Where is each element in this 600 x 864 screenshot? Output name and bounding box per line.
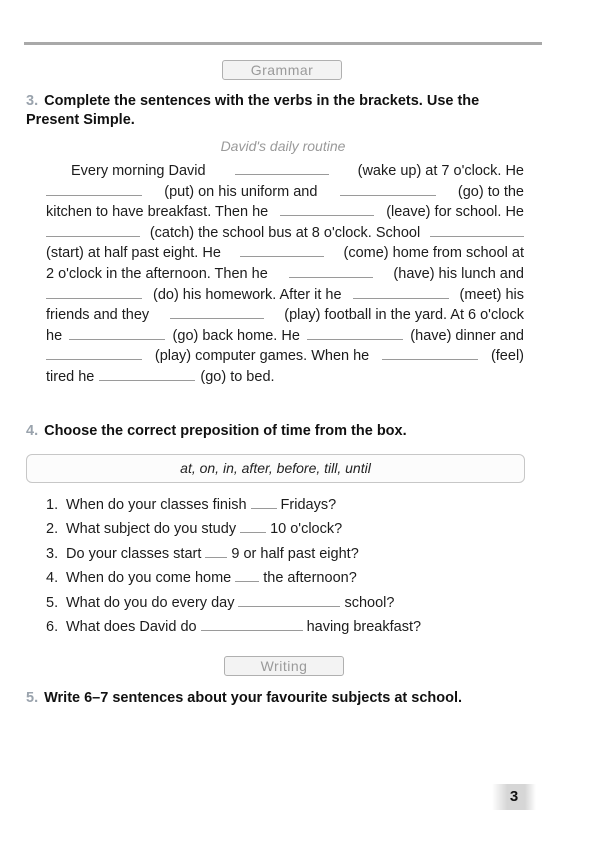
grammar-section-tab: Grammar xyxy=(222,60,342,80)
story-line: (put) on his uniform and (go) to the xyxy=(46,182,524,203)
answer-blank[interactable] xyxy=(307,326,403,340)
exercise-3-instruction xyxy=(26,92,479,130)
exercise-5-number: 5. xyxy=(26,690,39,706)
exercise-3-number: 3. xyxy=(26,93,39,109)
answer-blank[interactable] xyxy=(251,494,277,509)
exercise-5-instruction xyxy=(26,689,462,708)
list-item: 3. Do your classes start 9 or half past eight? xyxy=(46,542,516,566)
story-line: (do) his homework. After it he (meet) his xyxy=(46,285,524,306)
answer-blank[interactable] xyxy=(382,346,478,360)
page-number: 3 xyxy=(492,784,536,810)
answer-blank[interactable] xyxy=(46,285,142,299)
exercise-4-instruction xyxy=(26,422,407,441)
answer-blank[interactable] xyxy=(240,518,266,533)
answer-blank[interactable] xyxy=(46,223,140,237)
answer-blank[interactable] xyxy=(340,182,436,196)
answer-blank[interactable] xyxy=(99,367,195,381)
story-line: kitchen to have breakfast. Then he (leave) for school. He xyxy=(46,204,524,221)
story-line: 2 o'clock in the afternoon. Then he (have) his lunch and xyxy=(46,265,524,282)
top-divider xyxy=(24,42,542,45)
story-line: (start) at half past eight. He (come) home from school at xyxy=(46,245,524,262)
writing-section-tab: Writing xyxy=(224,656,344,676)
exercise-3-instruction-line2: Present Simple. xyxy=(26,112,135,128)
answer-blank[interactable] xyxy=(170,305,264,319)
story-line: tired he (go) to bed. xyxy=(46,368,275,385)
answer-blank[interactable] xyxy=(201,616,303,631)
answer-blank[interactable] xyxy=(240,243,324,257)
answer-blank[interactable] xyxy=(46,346,142,360)
story-line: friends and they (play) football in the yard. At 6 o'clock xyxy=(46,307,524,324)
story-title: David's daily routine xyxy=(220,138,346,154)
answer-blank[interactable] xyxy=(280,202,374,216)
answer-blank[interactable] xyxy=(205,543,227,558)
exercise-4-instruction-text: Choose the correct preposition of time from the box. xyxy=(44,423,407,439)
answer-blank[interactable] xyxy=(69,326,165,340)
preposition-word-box: at, on, in, after, before, till, until xyxy=(26,454,525,483)
list-item: 2. What subject do you study 10 o'clock? xyxy=(46,517,516,541)
story-line: he (go) back home. He (have) dinner and xyxy=(46,327,524,344)
question-list xyxy=(46,493,516,639)
list-item: 6. What does David do having breakfast? xyxy=(46,615,516,639)
answer-blank[interactable] xyxy=(430,223,524,237)
list-item: 1. When do your classes finish Fridays? xyxy=(46,493,516,517)
answer-blank[interactable] xyxy=(235,161,329,175)
answer-blank[interactable] xyxy=(46,182,142,196)
answer-blank[interactable] xyxy=(235,567,259,582)
story-line: Every morning David (wake up) at 7 o'clock. He xyxy=(71,163,524,179)
exercise-4-number: 4. xyxy=(26,423,39,439)
exercise-3-instruction-line1: Complete the sentences with the verbs in the brackets. Use the xyxy=(44,93,480,109)
exercise-5-instruction-text: Write 6–7 sentences about your favourite subjects at school. xyxy=(44,690,463,706)
answer-blank[interactable] xyxy=(353,285,449,299)
answer-blank[interactable] xyxy=(289,264,373,278)
list-item: 4. When do you come home the afternoon? xyxy=(46,566,516,590)
list-item: 5. What do you do every day school? xyxy=(46,591,516,615)
story-text xyxy=(46,161,524,388)
story-line: (play) computer games. When he (feel) xyxy=(46,346,524,367)
answer-blank[interactable] xyxy=(238,592,340,607)
story-line: (catch) the school bus at 8 o'clock. School xyxy=(46,223,524,244)
